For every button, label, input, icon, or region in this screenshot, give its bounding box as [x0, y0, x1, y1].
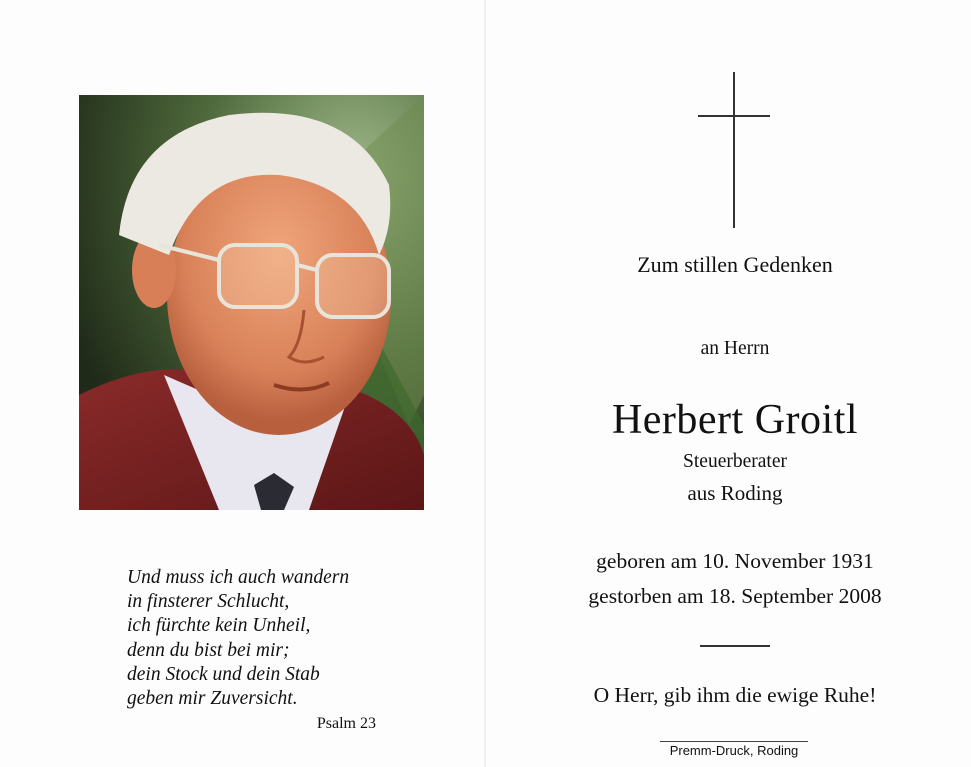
hometown: aus Roding [687, 481, 783, 505]
portrait-photo-icon [79, 95, 424, 510]
divider [700, 645, 770, 647]
birth-date: geboren am 10. November 1931 [596, 549, 874, 573]
verse-line: geben mir Zuversicht. [127, 688, 298, 710]
verse-line: Und muss ich auch wandern [127, 567, 350, 588]
prayer: O Herr, gib ihm die ewige Ruhe! [593, 683, 877, 707]
death-date: gestorben am 18. September 2008 [588, 584, 882, 608]
card-fold [484, 0, 486, 767]
memorial-heading: Zum stillen Gedenken [637, 252, 833, 277]
salutation: an Herrn [700, 338, 770, 359]
deceased-name: Herbert Groitl [611, 397, 859, 443]
printer-credit: Premm-Druck, Roding [660, 741, 808, 758]
verse-source: Psalm 23 [316, 715, 376, 732]
verse-line: dein Stock und dein Stab [127, 663, 320, 685]
verse-line: ich fürchte kein Unheil, [127, 615, 311, 637]
profession: Steuerberater [683, 451, 787, 472]
verse-line: denn du bist bei mir; [127, 639, 290, 661]
verse-line: in finsterer Schlucht, [127, 591, 290, 613]
psalm-verse [127, 566, 397, 711]
cross-icon [698, 72, 770, 230]
